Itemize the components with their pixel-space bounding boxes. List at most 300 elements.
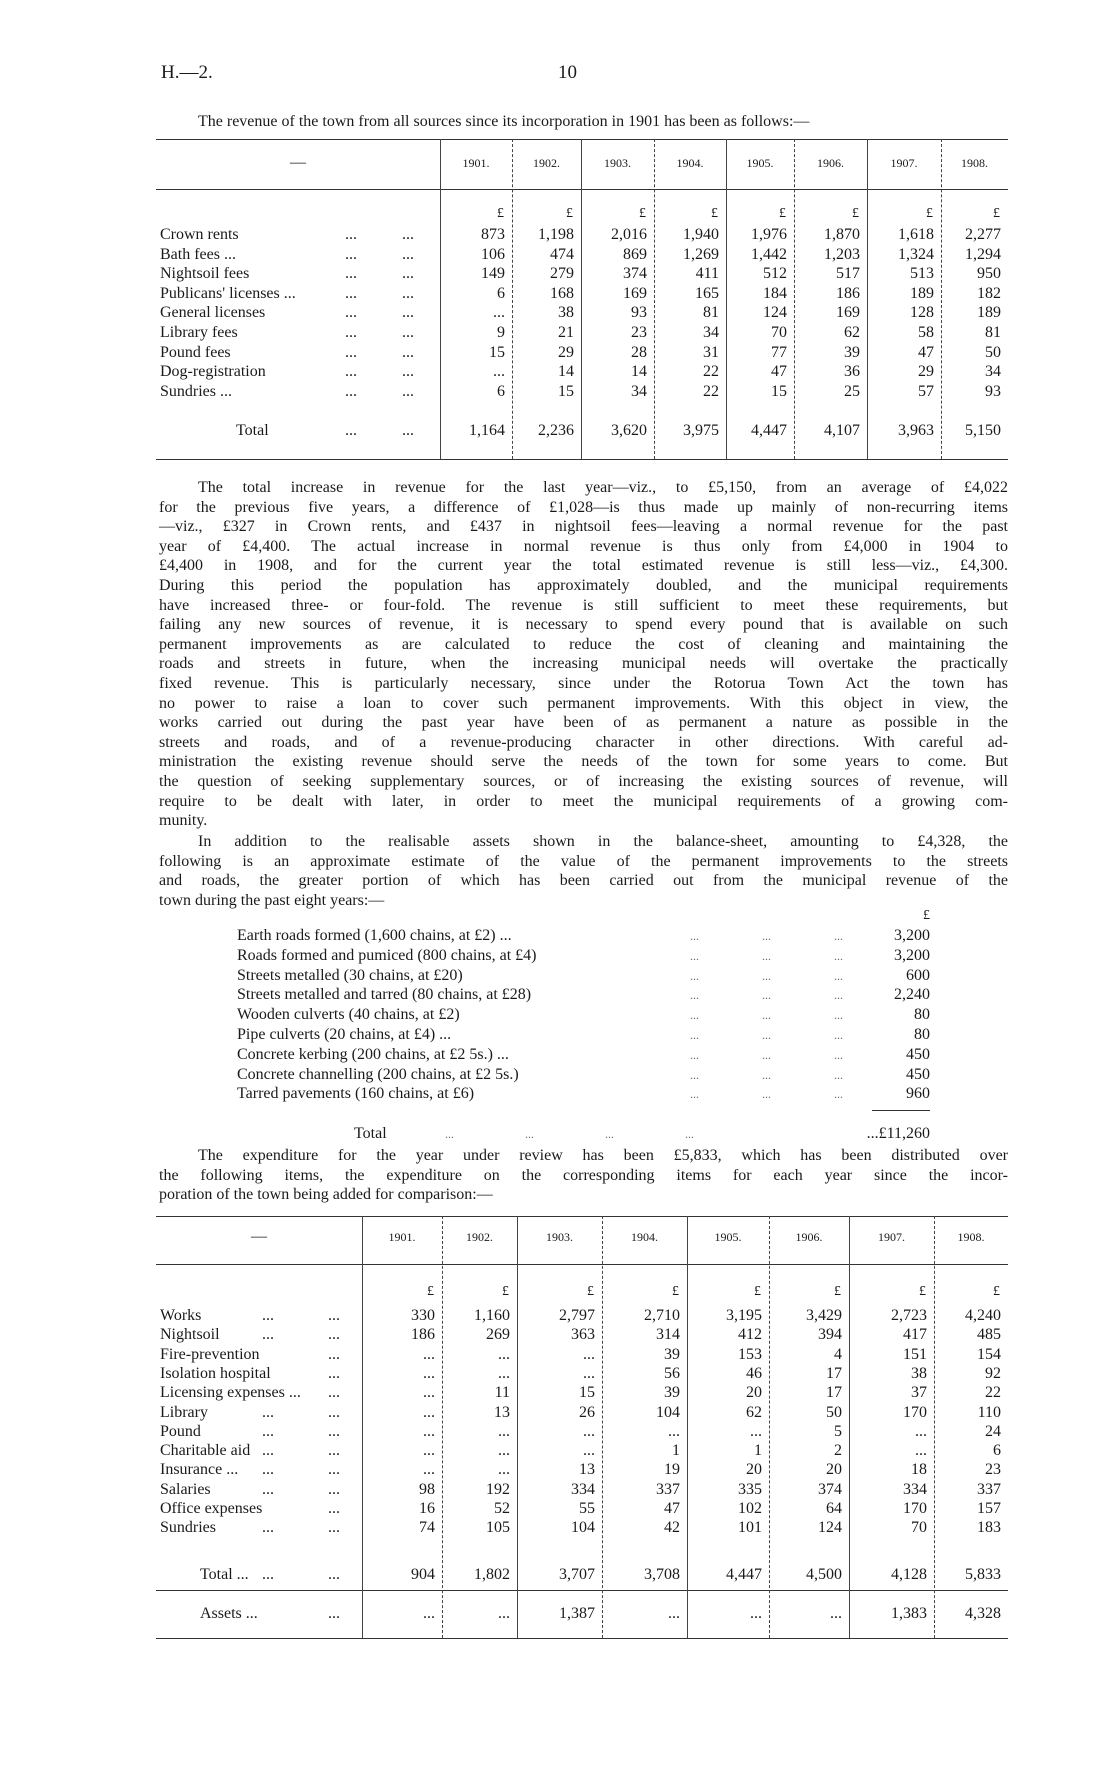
column-header-year: 1902.	[533, 156, 560, 170]
cell-value: 1,294	[965, 245, 1001, 263]
cell-value: 189	[977, 304, 1001, 322]
total-label: Total	[354, 1125, 387, 1142]
row-label: Salaries	[160, 1480, 211, 1498]
text-line: works carried out during the past year have been of as permanent a nature as possible in the	[159, 714, 1008, 732]
cell-value: 417	[903, 1326, 927, 1344]
cell-value: 1,269	[683, 245, 719, 263]
column-header-year: 1907.	[890, 156, 918, 170]
cell-value: 22	[703, 363, 719, 381]
leader-dots: ...	[345, 265, 357, 283]
cell-value: 269	[486, 1326, 510, 1344]
row-label: Total ...	[200, 1566, 249, 1583]
cell-value: 149	[481, 265, 505, 283]
text-line: roads and streets in future, when the increasing municipal needs will overtake the practically	[159, 655, 1008, 673]
text-line: fixed revenue. This is particularly necessary, since under the Rotorua Town Act the town has	[159, 675, 1008, 692]
item-label: Streets metalled and tarred (80 chains, at £28)	[237, 986, 532, 1004]
cell-value: 3,195	[726, 1307, 762, 1324]
leader-dots: ...	[262, 1480, 274, 1498]
cell-value: 70	[771, 324, 787, 341]
cell-value: 334	[571, 1480, 595, 1498]
leader-dots: ...	[690, 1087, 699, 1102]
cell-value: 4,128	[891, 1566, 927, 1583]
column-header-year: 1905.	[746, 156, 774, 170]
leader-dots: ...	[328, 1403, 340, 1421]
cell-value: 92	[985, 1364, 1001, 1382]
cell-value: ...	[498, 1605, 510, 1622]
cell-value: ...	[423, 1345, 435, 1363]
cell-value: 363	[571, 1326, 595, 1344]
unit-pound: £	[587, 1284, 594, 1299]
row-label: General licenses	[160, 304, 266, 322]
cell-value: 1,870	[824, 226, 860, 243]
item-label: Earth roads formed (1,600 chains, at £2) ...	[237, 927, 512, 944]
text-line: no power to raise a loan to cover such permanent improvements. With this object in view, the	[159, 694, 1008, 712]
cell-value: 182	[977, 284, 1001, 302]
leader-dots: ...	[262, 1326, 274, 1344]
cell-value: 183	[977, 1519, 1001, 1537]
leader-dots: ...	[328, 1605, 340, 1622]
leader-dots: ...	[834, 929, 843, 943]
cell-value: 330	[411, 1307, 435, 1324]
column-header-year: 1908.	[961, 156, 988, 170]
item-label: Wooden culverts (40 chains, at £2)	[237, 1006, 460, 1024]
row-label: Charitable aid	[160, 1442, 251, 1460]
cell-value: ...	[830, 1605, 842, 1622]
row-label: Pound fees	[160, 343, 231, 361]
item-value: 80	[914, 1006, 930, 1024]
cell-value: 1,164	[469, 422, 505, 439]
leader-dots: ...	[690, 948, 699, 963]
leader-dots: ...	[328, 1326, 340, 1344]
leader-dots: ...	[762, 968, 771, 983]
cell-value: 20	[826, 1461, 842, 1479]
cell-value: 3,620	[611, 422, 647, 439]
cell-value: 151	[903, 1345, 927, 1363]
leader-dots: ...	[834, 988, 843, 1003]
leader-dots: ...	[762, 988, 771, 1003]
column-header-year: 1901.	[462, 156, 490, 170]
cell-value: 186	[411, 1326, 435, 1344]
leader-dots: ...	[402, 226, 414, 243]
leader-dots: ...	[690, 1008, 699, 1023]
row-label: Office expenses	[160, 1500, 263, 1517]
text-line: town during the past eight years:—	[159, 891, 385, 909]
leader-dots: ...	[690, 1028, 699, 1042]
cell-value: 102	[738, 1500, 762, 1517]
cell-value: 20	[746, 1384, 762, 1402]
leader-dots: ...	[690, 1047, 699, 1062]
leader-dots: ...	[328, 1364, 340, 1382]
item-label: Pipe culverts (20 chains, at £4) ...	[237, 1026, 452, 1043]
leader-dots: ...	[762, 1008, 771, 1023]
row-label: Sundries	[160, 1519, 216, 1537]
cell-value: 169	[623, 284, 647, 302]
unit-pound: £	[566, 206, 573, 221]
cell-value: 3,708	[644, 1566, 680, 1583]
item-value: 3,200	[894, 946, 930, 964]
text-line: During this period the population has approximately doubled, and the municipal requirements	[159, 577, 1008, 594]
cell-value: 4,447	[751, 422, 787, 439]
cell-value: 4,328	[965, 1605, 1001, 1622]
leader-dots: ...	[345, 245, 357, 263]
cell-value: 74	[419, 1519, 435, 1537]
cell-value: ...	[915, 1442, 927, 1460]
leader-dots: ...	[605, 1127, 614, 1141]
cell-value: ...	[423, 1384, 435, 1402]
leader-dots: ...	[262, 1519, 274, 1537]
cell-value: ...	[498, 1442, 510, 1460]
leader-dots: ...	[762, 948, 771, 963]
unit-pound: £	[923, 908, 930, 923]
cell-value: 42	[664, 1519, 680, 1537]
row-label: Dog-registration	[160, 363, 266, 381]
cell-value: 1,387	[559, 1605, 595, 1622]
leader-dots: ...	[328, 1519, 340, 1537]
cell-value: 20	[746, 1461, 762, 1479]
table-rule-top	[156, 1216, 1008, 1217]
cell-value: 2,710	[644, 1307, 680, 1324]
leader-dots: ...	[762, 1067, 771, 1082]
cell-value: 374	[623, 265, 647, 283]
cell-value: ...	[423, 1442, 435, 1460]
cell-value: 25	[844, 382, 860, 400]
cell-value: 279	[550, 265, 574, 283]
cell-value: 17	[826, 1384, 842, 1402]
text-line: poration of the town being added for comparison:—	[159, 1186, 493, 1204]
cell-value: 154	[977, 1345, 1001, 1363]
cell-value: 1,383	[891, 1605, 927, 1622]
cell-value: 3,429	[806, 1307, 842, 1324]
cell-value: 16	[419, 1500, 435, 1517]
cell-value: 184	[763, 284, 787, 302]
cell-value: 1,324	[898, 245, 934, 263]
leader-dots: ...	[345, 324, 357, 341]
text-line: In addition to the realisable assets shown in the balance-sheet, amounting to £4,328, the	[198, 833, 1008, 850]
leader-dots: ...	[328, 1307, 340, 1324]
leader-dots: ...	[834, 968, 843, 983]
cell-value: ...	[493, 363, 505, 381]
cell-value: 34	[631, 382, 647, 400]
leader-dots: ...	[834, 1047, 843, 1062]
text-line: munity.	[159, 812, 208, 830]
cell-value: 50	[985, 343, 1001, 361]
leader-dots: ...	[762, 1028, 771, 1042]
row-label: Publicans' licenses ...	[160, 284, 296, 302]
cell-value: 170	[903, 1500, 927, 1517]
leader-dots: ...	[402, 265, 414, 283]
cell-value: 64	[826, 1500, 842, 1517]
cell-value: ...	[423, 1461, 435, 1479]
leader-dots: ...	[402, 343, 414, 361]
cell-value: 38	[558, 304, 574, 322]
cell-value: 62	[746, 1403, 762, 1421]
cell-value: 334	[903, 1480, 927, 1498]
cell-value: 29	[558, 343, 574, 361]
cell-value: ...	[423, 1403, 435, 1421]
cell-value: 58	[918, 324, 934, 341]
cell-value: 869	[623, 245, 647, 263]
cell-value: 337	[656, 1480, 680, 1498]
cell-value: ...	[493, 304, 505, 322]
cell-value: 52	[494, 1500, 510, 1517]
column-header-year: 1904.	[676, 156, 704, 170]
cell-value: 39	[844, 343, 860, 361]
cell-value: 11	[494, 1384, 510, 1402]
cell-value: 98	[419, 1480, 435, 1498]
row-label: Total	[236, 422, 269, 439]
leader-dots: ...	[328, 1566, 340, 1583]
cell-value: 106	[481, 245, 505, 263]
leader-dots: ...	[328, 1480, 340, 1498]
cell-value: 6	[993, 1442, 1001, 1460]
text-line: require to be dealt with later, in order to meet the municipal requirements of a growing com-	[159, 792, 1008, 810]
leader-dots: ...	[262, 1442, 274, 1460]
cell-value: 14	[558, 363, 574, 381]
item-label: Roads formed and pumiced (800 chains, at £4)	[237, 946, 537, 964]
leader-dots: ...	[345, 343, 357, 361]
cell-value: 81	[985, 324, 1001, 341]
cell-value: 24	[985, 1422, 1001, 1440]
cell-value: 39	[664, 1384, 680, 1402]
cell-value: 5	[834, 1422, 842, 1440]
column-header-year: 1905.	[714, 1230, 742, 1244]
leader-dots: ...	[834, 1028, 843, 1042]
cell-value: 4,240	[965, 1307, 1001, 1324]
leader-dots: ...	[345, 284, 357, 302]
cell-value: 335	[738, 1480, 762, 1498]
cell-value: 1,802	[474, 1566, 510, 1583]
cell-value: 1,160	[474, 1307, 510, 1324]
cell-value: 50	[826, 1403, 842, 1421]
leader-dots: ...	[402, 422, 414, 439]
cell-value: 1	[672, 1442, 680, 1460]
item-value: 2,240	[894, 986, 930, 1004]
cell-value: 5,150	[965, 422, 1001, 439]
leader-dots: ...	[328, 1461, 340, 1479]
cell-value: 81	[703, 304, 719, 322]
cell-value: 192	[486, 1480, 510, 1498]
cell-value: 168	[550, 284, 574, 302]
cell-value: 23	[631, 324, 647, 341]
item-value: 80	[914, 1026, 930, 1043]
leader-dots: ...	[402, 363, 414, 381]
cell-value: 314	[656, 1326, 680, 1344]
leader-dots: ...	[690, 929, 699, 943]
cell-value: 15	[579, 1384, 595, 1402]
item-label: Streets metalled (30 chains, at £20)	[237, 966, 463, 984]
cell-value: 873	[481, 226, 505, 243]
cell-value: 6	[497, 382, 505, 400]
leader-dots: ...	[262, 1307, 274, 1324]
leader-dots: ...	[345, 382, 357, 400]
cell-value: ...	[583, 1442, 595, 1460]
cell-value: ...	[668, 1605, 680, 1622]
column-header-year: 1906.	[795, 1230, 823, 1244]
cell-value: ...	[498, 1461, 510, 1479]
leader-dots: ...	[402, 304, 414, 322]
unit-pound: £	[993, 1284, 1000, 1299]
item-label: Concrete kerbing (200 chains, at £2 5s.) ...	[237, 1045, 509, 1063]
cell-value: ...	[423, 1605, 435, 1622]
cell-value: 394	[818, 1326, 842, 1344]
unit-pound: £	[779, 206, 786, 221]
cell-value: 950	[977, 265, 1001, 283]
leader-dots: ...	[402, 324, 414, 341]
cell-value: 2,797	[559, 1307, 595, 1324]
cell-value: 411	[695, 265, 719, 283]
cell-value: ...	[423, 1364, 435, 1382]
table-rule-bottom	[156, 1638, 1008, 1639]
cell-value: ...	[498, 1364, 510, 1382]
cell-value: 485	[977, 1326, 1001, 1344]
table-corner: —	[290, 154, 306, 171]
item-value: 600	[906, 966, 930, 984]
leader-dots: ...	[690, 1067, 699, 1082]
leader-dots: ...	[834, 948, 843, 963]
sum-rule	[872, 1110, 930, 1111]
row-label: Isolation hospital	[160, 1364, 271, 1382]
total-value: ...£11,260	[866, 1125, 930, 1142]
cell-value: 512	[763, 265, 787, 283]
cell-value: 22	[703, 382, 719, 400]
cell-value: 93	[985, 382, 1001, 400]
unit-pound: £	[834, 1284, 841, 1299]
leader-dots: ...	[690, 968, 699, 983]
cell-value: 9	[497, 324, 505, 341]
item-value: 960	[906, 1085, 930, 1103]
cell-value: 4,500	[806, 1566, 842, 1583]
cell-value: ...	[668, 1422, 680, 1440]
cell-value: 47	[664, 1500, 680, 1517]
cell-value: 153	[738, 1345, 762, 1363]
cell-value: ...	[750, 1605, 762, 1622]
item-label: Tarred pavements (160 chains, at £6)	[237, 1085, 475, 1103]
cell-value: ...	[583, 1422, 595, 1440]
row-label: Works	[160, 1307, 202, 1324]
cell-value: 374	[818, 1480, 842, 1498]
table-rule-header	[156, 1264, 1008, 1265]
cell-value: 70	[911, 1519, 927, 1537]
cell-value: 23	[985, 1461, 1001, 1479]
cell-value: 124	[818, 1519, 842, 1537]
cell-value: 36	[844, 363, 860, 381]
text-line: streets and roads, and of a revenue-producing character in other directions. With careful ad-	[159, 733, 1008, 751]
row-label: Insurance ...	[160, 1461, 239, 1479]
cell-value: ...	[423, 1422, 435, 1440]
cell-value: 189	[910, 284, 934, 302]
cell-value: ...	[915, 1422, 927, 1440]
cell-value: 21	[558, 324, 574, 341]
leader-dots: ...	[834, 1087, 843, 1102]
cell-value: ...	[750, 1422, 762, 1440]
leader-dots: ...	[345, 226, 357, 243]
cell-value: 46	[746, 1364, 762, 1382]
row-label: Assets ...	[200, 1605, 258, 1622]
row-label: Library fees	[160, 324, 238, 341]
cell-value: 124	[763, 304, 787, 322]
column-header-year: 1908.	[957, 1230, 985, 1244]
column-header-year: 1903.	[546, 1230, 573, 1244]
unit-pound: £	[852, 206, 859, 221]
cell-value: 337	[977, 1480, 1001, 1498]
leader-dots: ...	[345, 304, 357, 322]
unit-pound: £	[502, 1284, 509, 1299]
text-line: the following items, the expenditure on the corresponding items for each year since the incor-	[159, 1166, 1008, 1184]
cell-value: 47	[771, 363, 787, 381]
cell-value: 14	[631, 363, 647, 381]
cell-value: 1,203	[824, 245, 860, 263]
text-line: the question of seeking supplementary sources, or of increasing the existing sources of revenue, will	[159, 773, 1008, 790]
cell-value: 170	[903, 1403, 927, 1421]
leader-dots: ...	[834, 1008, 843, 1023]
cell-value: 3,963	[898, 422, 934, 439]
leader-dots: ...	[345, 363, 357, 381]
leader-dots: ...	[525, 1127, 534, 1141]
row-label: Fire-prevention	[160, 1345, 260, 1363]
cell-value: ...	[498, 1345, 510, 1363]
unit-pound: £	[639, 206, 646, 221]
leader-dots: ...	[328, 1422, 340, 1440]
cell-value: 105	[486, 1519, 510, 1537]
item-value: 450	[906, 1065, 930, 1083]
cell-value: ...	[583, 1345, 595, 1363]
leader-dots: ...	[445, 1127, 454, 1141]
table-rule-top	[156, 139, 1008, 140]
table-rule-bottom	[156, 459, 1008, 460]
cell-value: 104	[571, 1519, 595, 1537]
text-line: £4,400 in 1908, and for the current year the total estimated revenue is still less—viz., £4,300.	[159, 557, 1008, 575]
revenue-intro: The revenue of the town from all sources since its incorporation in 1901 has been as follows:—	[198, 113, 810, 130]
text-line: year of £4,400. The actual increase in normal revenue is thus only from £4,000 in 1904 to	[159, 537, 1008, 555]
cell-value: 22	[985, 1384, 1001, 1402]
item-value: 3,200	[894, 927, 930, 944]
document-reference: H.—2.	[161, 62, 213, 83]
text-line: —viz., £327 in Crown rents, and £437 in nightsoil fees—leaving a normal revenue for the past	[159, 518, 1008, 536]
leader-dots: ...	[328, 1442, 340, 1460]
unit-pound: £	[926, 206, 933, 221]
leader-dots: ...	[762, 1087, 771, 1102]
cell-value: 47	[918, 343, 934, 361]
cell-value: 1,940	[683, 226, 719, 243]
text-line: following is an approximate estimate of the value of the permanent improvements to the streets	[159, 852, 1008, 870]
text-line: The expenditure for the year under review has been £5,833, which has been distributed over	[198, 1147, 1008, 1164]
cell-value: 28	[631, 343, 647, 361]
leader-dots: ...	[328, 1384, 340, 1402]
cell-value: 2,016	[611, 226, 647, 243]
cell-value: 29	[918, 363, 934, 381]
cell-value: 18	[911, 1461, 927, 1479]
row-label: Sundries ...	[160, 382, 232, 400]
column-header-year: 1907.	[878, 1230, 905, 1244]
cell-value: 904	[411, 1566, 435, 1583]
row-label: Nightsoil	[160, 1326, 220, 1344]
cell-value: 15	[558, 382, 574, 400]
cell-value: 3,975	[683, 422, 719, 439]
column-header-year: 1906.	[817, 156, 844, 170]
leader-dots: ...	[402, 284, 414, 302]
table-rule-total	[156, 1590, 1008, 1591]
cell-value: 2	[834, 1442, 842, 1460]
cell-value: 1,442	[751, 245, 787, 263]
page-number: 10	[558, 62, 577, 83]
row-label: Crown rents	[160, 226, 239, 243]
column-header-year: 1901.	[388, 1230, 416, 1244]
text-line: and roads, the greater portion of which has been carried out from the municipal revenue of the	[159, 872, 1008, 890]
cell-value: 55	[579, 1500, 595, 1517]
text-line: The total increase in revenue for the last year—viz., to £5,150, from an average of £4,022	[198, 479, 1008, 496]
unit-pound: £	[993, 206, 1000, 221]
cell-value: ...	[583, 1364, 595, 1382]
